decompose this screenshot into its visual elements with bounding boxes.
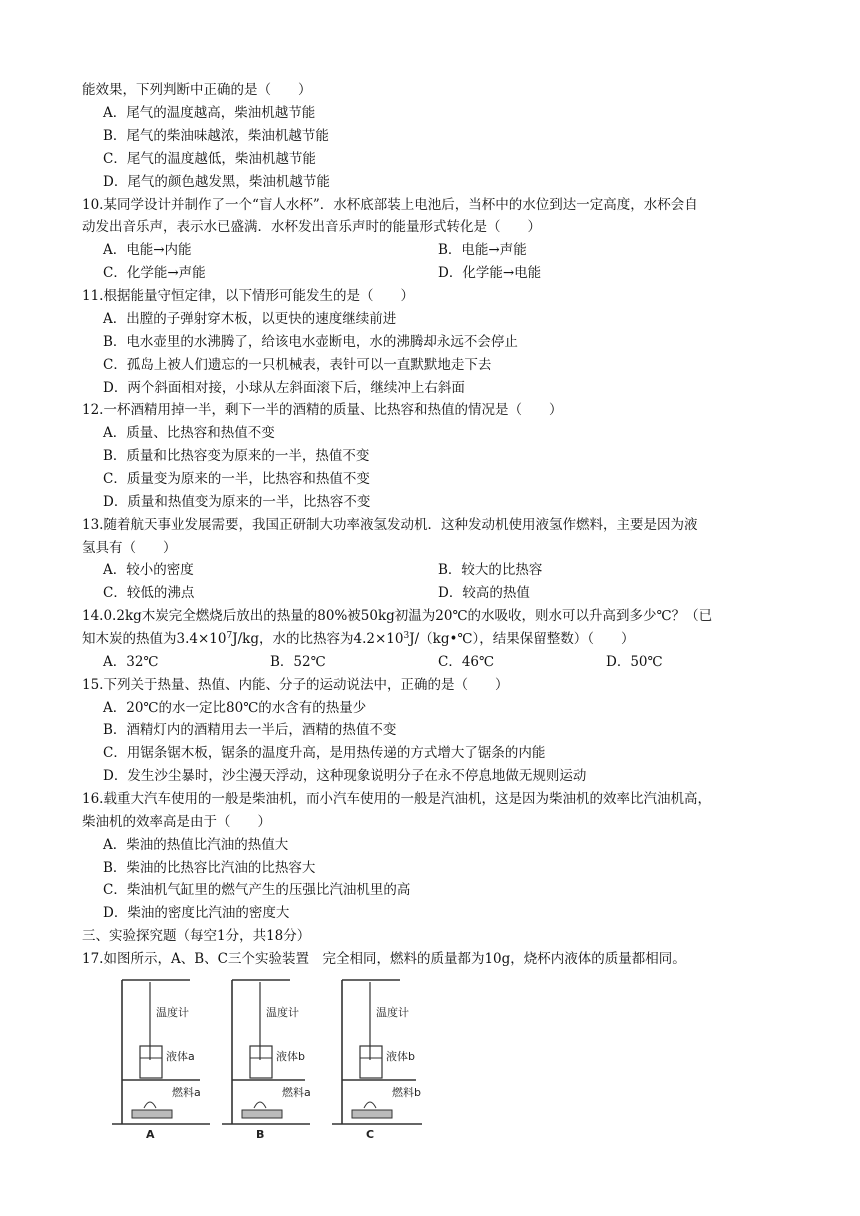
q16-stem-line1: 16.载重大汽车使用的一般是柴油机，而小汽车使用的一般是汽油机，这是因为柴油机的效率比汽油机高， <box>82 791 711 807</box>
q11-option-c: C．孤岛上被人们遗忘的一只机械表，表针可以一直默默地走下去 <box>103 357 492 373</box>
q14-stem-line2 <box>82 628 635 650</box>
q15-option-c: C．用锯条锯木板，锯条的温度升高，是用热传递的方式增大了锯条的内能 <box>103 745 546 761</box>
setup-letter-c: C <box>366 1128 375 1141</box>
q14-option-a: A．32℃ <box>103 654 159 670</box>
q9-option-b: B．尾气的柴油味越浓，柴油机越节能 <box>103 128 329 144</box>
q10-stem-line2: 动发出音乐声，表示水已盛满．水杯发出音乐声时的能量形式转化是（ ） <box>82 219 541 235</box>
q11-option-d: D．两个斜面相对接，小球从左斜面滚下后，继续冲上右斜面 <box>103 380 465 396</box>
q9-option-c: C．尾气的温度越低，柴油机越节能 <box>103 151 316 167</box>
q10-option-c: C．化学能→声能 <box>103 265 206 281</box>
q15-option-b: B．酒精灯内的酒精用去一半后，酒精的热值不变 <box>103 722 397 738</box>
q13-option-b: B．较大的比热容 <box>438 562 543 578</box>
q14-text-a: 知木炭的热值为3.4×10 <box>82 631 227 647</box>
q14-text-c: J/（kg•℃），结果保留整数）（ ） <box>409 631 635 647</box>
q11-option-a: A．出膛的子弹射穿木板，以更快的速度继续前进 <box>103 311 397 327</box>
beaker-b <box>250 1046 272 1078</box>
q16-option-a: A．柴油的热值比汽油的热值大 <box>103 837 289 853</box>
q14-option-b: B．52℃ <box>270 654 326 670</box>
q14-option-c: C．46℃ <box>438 654 495 670</box>
thermometer-label-c: 温度计 <box>376 1006 409 1019</box>
q10-option-d: D．化学能→电能 <box>438 265 542 281</box>
q17-stem: 17.如图所示，A、B、C三个实验装置 完全相同，燃料的质量都为10g，烧杯内液体的质量都相同。 <box>82 951 686 967</box>
q11-stem: 11.根据能量守恒定律，以下情形可能发生的是（ ） <box>82 288 414 304</box>
fuel-dish-c <box>352 1110 392 1118</box>
q14-text-b: J/kg，水的比热容为4.2×10 <box>232 631 404 647</box>
q15-stem: 15.下列关于热量、热值、内能、分子的运动说法中，正确的是（ ） <box>82 677 509 693</box>
q16-option-b: B．柴油的比热容比汽油的比热容大 <box>103 860 316 876</box>
q15-option-d: D．发生沙尘暴时，沙尘漫天浮动，这种现象说明分子在永不停息地做无规则运动 <box>103 768 587 784</box>
setup-letter-a: A <box>146 1128 155 1141</box>
q9-stem-continued: 能效果，下列判断中正确的是（ ） <box>82 82 312 98</box>
q16-stem-line2: 柴油机的效率高是由于（ ） <box>82 814 271 830</box>
liquid-label-c: 液体b <box>386 1050 415 1063</box>
q16-option-c: C．柴油机气缸里的燃气产生的压强比汽油机里的高 <box>103 882 411 898</box>
q11-option-b: B．电水壶里的水沸腾了，给该电水壶断电，水的沸腾却永远不会停止 <box>103 334 518 350</box>
liquid-label-b: 液体b <box>276 1050 305 1063</box>
fuel-dish-a <box>132 1110 172 1118</box>
setup-a <box>112 980 210 1124</box>
q13-stem-line2: 氢具有（ ） <box>82 540 177 556</box>
section-heading: 三、实验探究题（每空1分，共18分） <box>82 928 311 944</box>
fuel-label-b: 燃料a <box>282 1086 311 1099</box>
q9-option-a: A．尾气的温度越高，柴油机越节能 <box>103 105 316 121</box>
q13-stem-line1: 13.随着航天事业发展需要，我国正研制大功率液氢发动机．这种发动机使用液氢作燃料，主要是因为液 <box>82 517 698 533</box>
q14-exponent-3: 3 <box>403 631 410 641</box>
q12-option-a: A．质量、比热容和热值不变 <box>103 425 275 441</box>
setup-letter-b: B <box>256 1128 265 1141</box>
q14-exponent-7: 7 <box>226 631 233 641</box>
q13-option-d: D．较高的热值 <box>438 585 530 601</box>
beaker-a <box>140 1046 162 1078</box>
thermometer-label-b: 温度计 <box>266 1006 299 1019</box>
thermometer-label-a: 温度计 <box>156 1006 189 1019</box>
q16-option-d: D．柴油的密度比汽油的密度大 <box>103 905 290 921</box>
q10-option-b: B．电能→声能 <box>438 242 527 258</box>
q12-stem: 12.一杯酒精用掉一半，剩下一半的酒精的质量、比热容和热值的情况是（ ） <box>82 402 563 418</box>
q15-option-a: A．20℃的水一定比80℃的水含有的热量少 <box>103 700 367 716</box>
flame-c <box>364 1102 376 1108</box>
q12-option-d: D．质量和热值变为原来的一半，比热容不变 <box>103 494 371 510</box>
flame-a <box>144 1102 156 1108</box>
fuel-label-a: 燃料a <box>172 1086 201 1099</box>
q12-option-b: B．质量和比热容变为原来的一半，热值不变 <box>103 448 370 464</box>
q14-option-d: D．50℃ <box>606 654 663 670</box>
q12-option-c: C．质量变为原来的一半，比热容和热值不变 <box>103 471 370 487</box>
q14-stem-line1: 14.0.2kg木炭完全燃烧后放出的热量的80%被50kg初温为20℃的水吸收，则水可以升高到多少℃？（已 <box>82 608 713 624</box>
beaker-c <box>360 1046 382 1078</box>
fuel-dish-b <box>242 1110 282 1118</box>
q13-option-c: C．较低的沸点 <box>103 585 195 601</box>
fuel-label-c: 燃料b <box>392 1086 421 1099</box>
q13-option-a: A．较小的密度 <box>103 562 194 578</box>
q10-option-a: A．电能→内能 <box>103 242 192 258</box>
q9-option-d: D．尾气的颜色越发黑，柴油机越节能 <box>103 174 330 190</box>
experiment-figure <box>110 972 440 1142</box>
q10-stem-line1: 10.某同学设计并制作了一个“盲人水杯”．水杯底部装上电池后，当杯中的水位到达一定高度，水杯会自 <box>82 197 698 213</box>
flame-b <box>254 1102 266 1108</box>
liquid-label-a: 液体a <box>166 1050 195 1063</box>
